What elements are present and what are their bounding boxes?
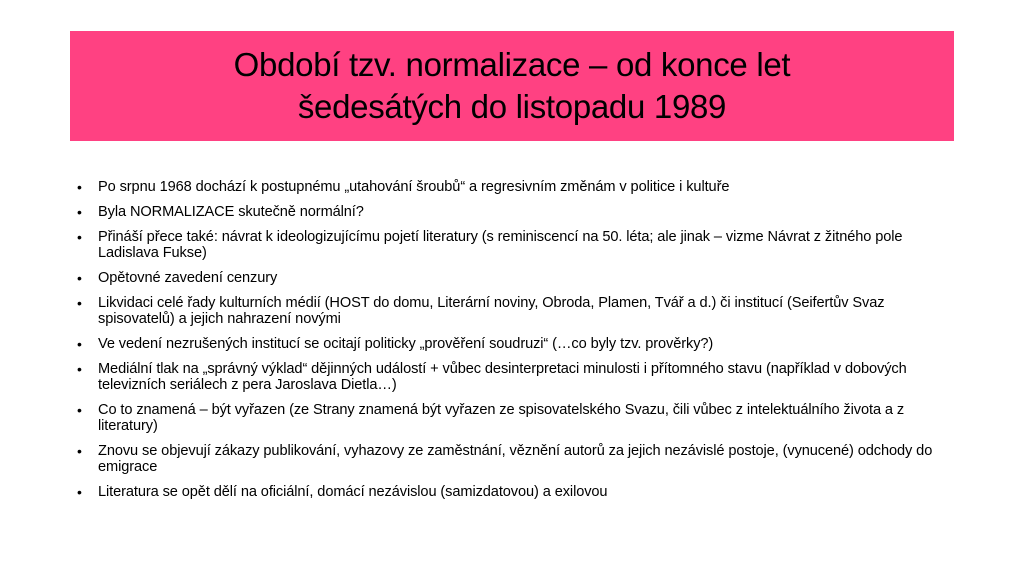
bullet-text: Co to znamená – být vyřazen (ze Strany znamená být vyřazen ze spisovatelského Svazu, čili vůbec z intelektuálního života a z literatury) [98,402,905,434]
bullet-item [74,443,954,475]
bullet-item [74,361,954,393]
bullet-text: Přináší přece také: návrat k ideologizujícímu pojetí literatury (s reminiscencí na 50. léta; ale jinak – vizme Návrat z žitného pole Ladislava Fukse) [98,229,903,261]
slide-title [234,44,791,128]
bullet-dot-icon: • [77,361,82,377]
bullet-dot-icon: • [77,295,82,311]
bullet-text: Opětovné zavedení cenzury [98,270,278,286]
bullet-dot-icon: • [77,179,82,195]
bullet-dot-icon: • [77,336,82,352]
bullet-text: Likvidaci celé řady kulturních médií (HOST do domu, Literární noviny, Obroda, Plamen, Tvář a d.) či institucí (Seifertův Svaz spisovatelů) a jejich nahrazení novými [98,295,885,327]
bullet-dot-icon: • [77,443,82,459]
bullet-dot-icon: • [77,204,82,220]
bullet-dot-icon: • [77,484,82,500]
bullet-item [74,204,954,220]
bullet-dot-icon: • [77,229,82,245]
bullet-item [74,336,954,352]
bullet-item [74,229,954,261]
bullet-text: Byla NORMALIZACE skutečně normální? [98,204,364,220]
bullet-dot-icon: • [77,402,82,418]
slide-title-line-2: šedesátých do listopadu 1989 [297,88,727,125]
bullet-text: Znovu se objevují zákazy publikování, vyhazovy ze zaměstnání, věznění autorů za jejich nezávislé postoje, (vynucené) odchody do emigrace [98,443,933,475]
title-banner [70,31,954,141]
bullet-text: Po srpnu 1968 dochází k postupnému „utahování šroubů“ a regresivním změnám v politice i kultuře [98,179,730,195]
bullet-text: Ve vedení nezrušených institucí se ocitají politicky „prověření soudruzi“ (…co byly tzv. prověrky?) [98,336,714,352]
bullet-item [74,270,954,286]
slide-content [74,179,954,500]
bullet-text: Mediální tlak na „správný výklad“ dějinných událostí + vůbec desinterpretaci minulosti i přítomného stavu (například v dobových televizních seriálech z pera Jaroslava Dietla…) [98,361,907,393]
bullet-list [74,179,954,500]
bullet-item [74,295,954,327]
bullet-text: Literatura se opět dělí na oficiální, domácí nezávislou (samizdatovou) a exilovou [98,484,608,500]
bullet-dot-icon: • [77,270,82,286]
bullet-item [74,402,954,434]
slide-title-line-1: Období tzv. normalizace – od konce let [233,46,791,83]
bullet-item [74,179,954,195]
bullet-item [74,484,954,500]
